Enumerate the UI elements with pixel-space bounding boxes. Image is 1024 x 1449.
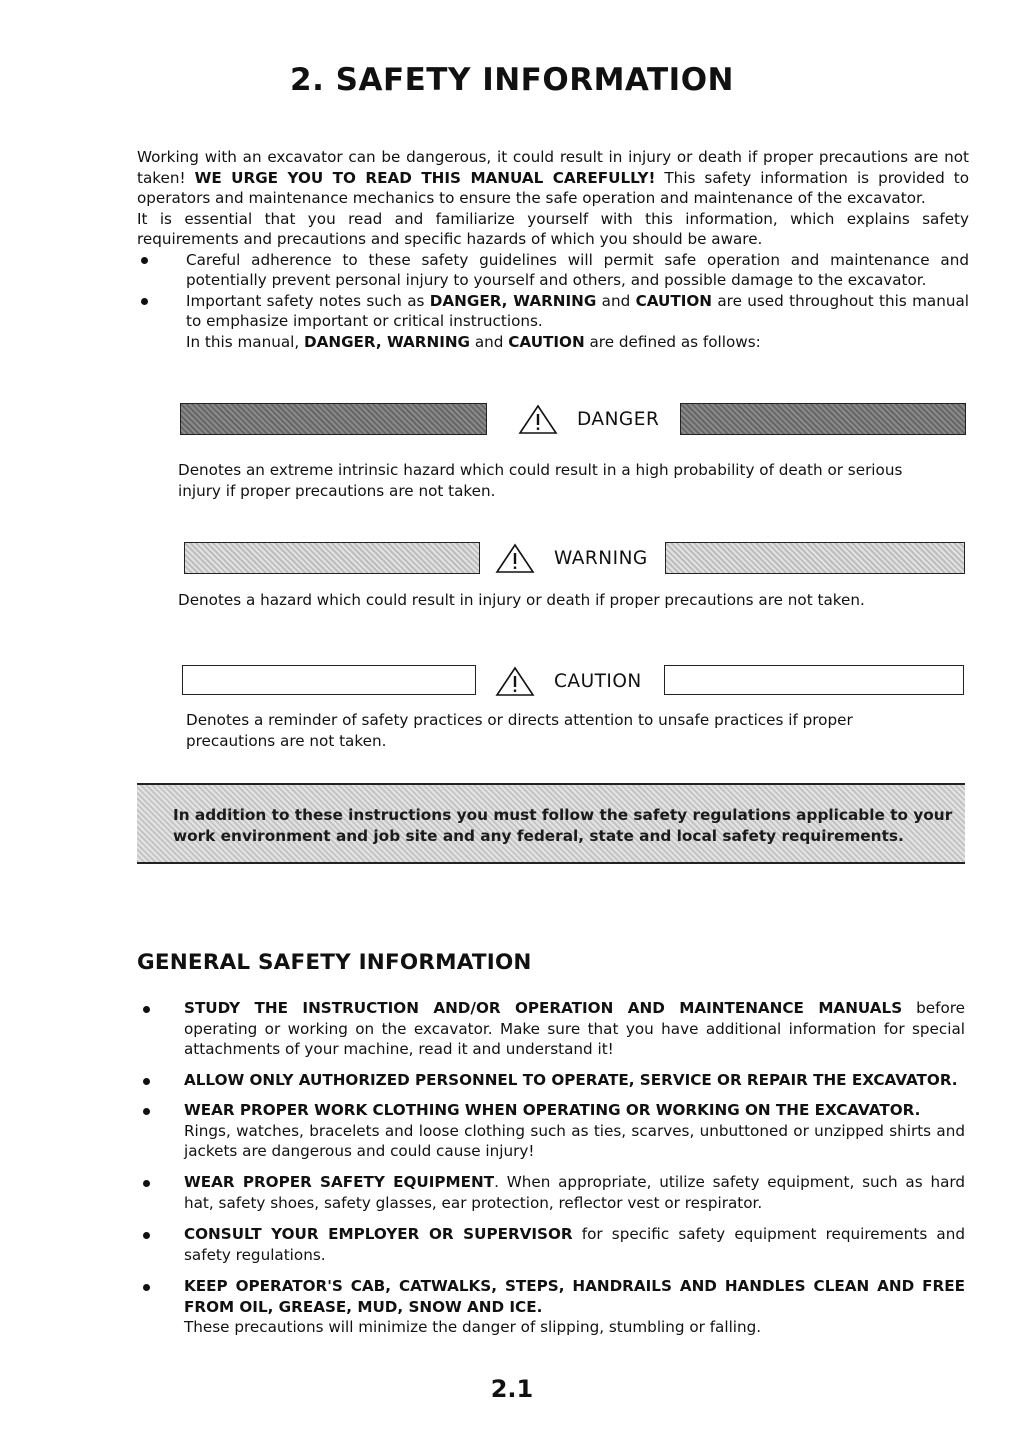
general-item-1 — [137, 998, 965, 1060]
page-title: 2. SAFETY INFORMATION — [290, 62, 734, 98]
intro-bullet-2-and: and — [596, 291, 636, 310]
warning-bar-left — [184, 542, 480, 574]
defined-and: and — [470, 332, 509, 351]
general-safety-heading: GENERAL SAFETY INFORMATION — [137, 950, 532, 975]
general-item-4-bold: WEAR PROPER SAFETY EQUIPMENT — [184, 1173, 495, 1191]
intro-bullet-2-danger-warning: DANGER, WARNING — [429, 291, 597, 310]
caution-bar-left — [182, 665, 476, 695]
bullet-icon — [141, 257, 148, 264]
danger-bar-right — [680, 403, 966, 435]
intro-text-a: Working with an excavator can be dangerous, it could result in injury or death if proper precautions are not taken! — [137, 148, 969, 187]
caution-label-text: CAUTION — [554, 670, 642, 692]
caution-description: Denotes a reminder of safety practices or directs attention to unsafe practices if proper precautions are not taken. — [186, 711, 853, 750]
caution-signal-row — [0, 665, 1024, 699]
warning-bar-right — [665, 542, 965, 574]
warning-signal-row — [0, 542, 1024, 576]
bullet-icon — [143, 1078, 150, 1085]
regulations-notice-text: In addition to these instructions you must follow the safety regulations applicable to your work environment and job site and any federal, state and local safety requirements. — [173, 806, 953, 845]
bullet-icon — [143, 1232, 150, 1239]
general-item-5-text: for specific safety equipment requirements and safety regulations. — [184, 1225, 965, 1264]
general-item-3-bold: WEAR PROPER WORK CLOTHING WHEN OPERATING OR WORKING ON THE EXCAVATOR. — [184, 1101, 921, 1119]
intro-bullet-2-text-e: are used throughout this manual to emphasize important or critical instructions. — [186, 291, 969, 330]
intro-defined-line — [137, 332, 969, 353]
regulations-notice-box — [137, 783, 965, 864]
danger-signal-row — [0, 403, 1024, 437]
bullet-icon — [143, 1006, 150, 1013]
intro-text-c: This safety information is provided to operators and maintenance mechanics to ensure the safe operation and maintenance of the excavator. — [137, 168, 970, 207]
general-item-2 — [137, 1070, 965, 1091]
intro-bullet-2 — [137, 291, 969, 332]
intro-section — [137, 147, 969, 352]
warning-triangle-icon — [517, 403, 559, 435]
bullet-icon — [143, 1180, 150, 1187]
defined-caution: CAUTION — [508, 332, 585, 351]
general-item-1-bold: STUDY THE INSTRUCTION AND/OR OPERATION AND MAINTENANCE MANUALS — [184, 999, 903, 1017]
danger-bar-left — [180, 403, 487, 435]
general-item-6-bold: KEEP OPERATOR'S CAB, CATWALKS, STEPS, HANDRAILS AND HANDLES CLEAN AND FREE FROM OIL, GREASE, MUD, SNOW AND ICE. — [184, 1277, 965, 1316]
warning-triangle-icon — [494, 665, 536, 697]
intro-bullet-1 — [137, 250, 969, 291]
warning-triangle-icon — [494, 542, 536, 574]
caution-bar-right — [664, 665, 964, 695]
general-item-6 — [137, 1276, 965, 1338]
intro-bullet-2-text-a: Important safety notes such as — [186, 291, 430, 310]
intro-bullet-1-text: Careful adherence to these safety guidelines will permit safe operation and maintenance and potentially prevent personal injury to yourself and others, and possible damage to the excavator. — [186, 250, 969, 289]
intro-paragraph-2: It is essential that you read and familiarize yourself with this information, which explains safety requirements and precautions and specific hazards of which you should be aware. — [137, 209, 969, 248]
intro-paragraph-1 — [137, 147, 969, 209]
general-item-1-text: before operating or working on the excavator. Make sure that you have additional information for special attachments of your machine, read it and understand it! — [184, 999, 965, 1058]
bullet-icon — [141, 298, 148, 305]
bullet-icon — [143, 1108, 150, 1115]
general-item-3 — [137, 1100, 965, 1162]
danger-label — [517, 403, 659, 435]
warning-label-text: WARNING — [554, 547, 648, 569]
intro-urge-text: WE URGE YOU TO READ THIS MANUAL CAREFULLY! — [194, 168, 656, 187]
warning-description: Denotes a hazard which could result in injury or death if proper precautions are not taken. — [178, 591, 865, 609]
general-item-5 — [137, 1224, 965, 1265]
danger-description: Denotes an extreme intrinsic hazard which could result in a high probability of death or serious injury if proper precautions are not taken. — [178, 461, 903, 500]
defined-text-e: are defined as follows: — [584, 332, 761, 351]
general-item-4-text: . When appropriate, utilize safety equipment, such as hard hat, safety shoes, safety glasses, ear protection, reflector vest or respirator. — [184, 1173, 965, 1212]
page-number: 2.1 — [490, 1375, 534, 1403]
defined-text-a: In this manual, — [186, 332, 305, 351]
intro-bullet-2-caution: CAUTION — [635, 291, 712, 310]
warning-label — [494, 542, 648, 574]
general-item-5-bold: CONSULT YOUR EMPLOYER OR SUPERVISOR — [184, 1225, 573, 1243]
bullet-icon — [143, 1284, 150, 1291]
caution-label — [494, 665, 642, 697]
danger-label-text: DANGER — [577, 408, 660, 430]
general-item-2-bold: ALLOW ONLY AUTHORIZED PERSONNEL TO OPERATE, SERVICE OR REPAIR THE EXCAVATOR. — [184, 1071, 958, 1089]
defined-danger-warning: DANGER, WARNING — [304, 332, 471, 351]
general-item-4 — [137, 1172, 965, 1213]
general-item-3-sub: Rings, watches, bracelets and loose clothing such as ties, scarves, unbuttoned or unzipped shirts and jackets are dangerous and could cause injury! — [184, 1121, 965, 1160]
general-item-6-sub: These precautions will minimize the danger of slipping, stumbling or falling. — [184, 1318, 762, 1336]
